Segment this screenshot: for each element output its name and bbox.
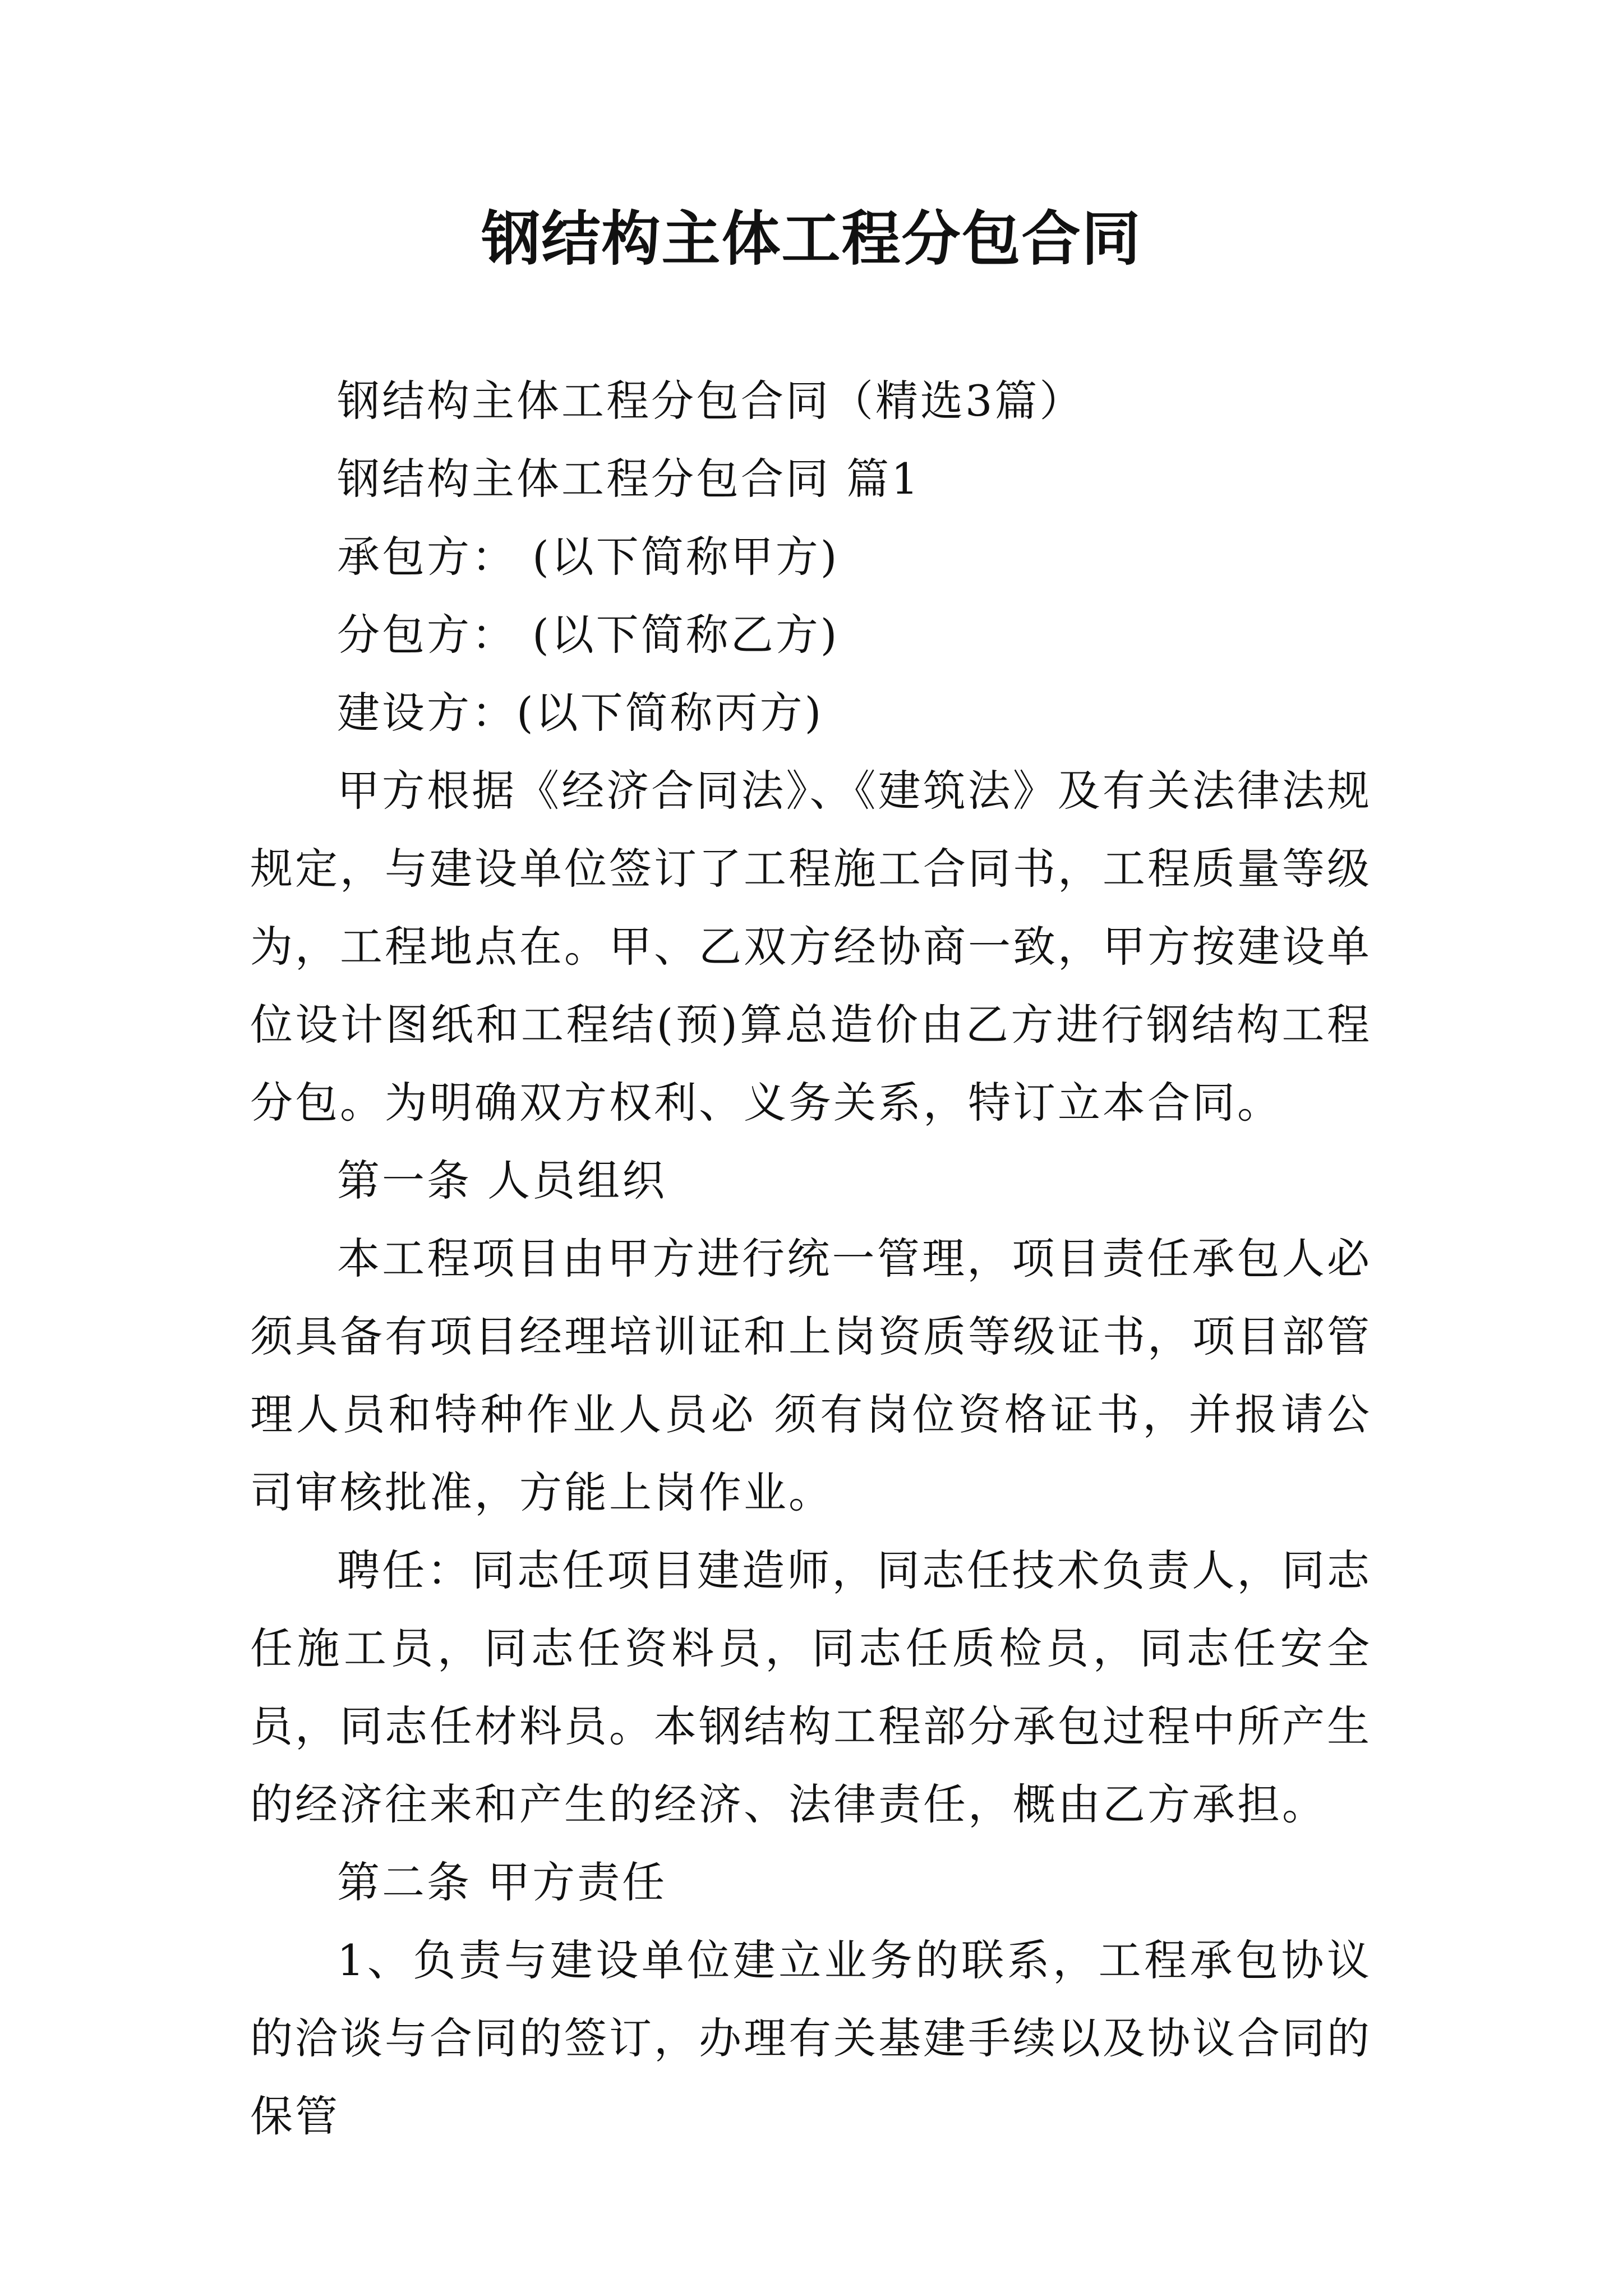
- subtitle-line: 钢结构主体工程分包合同（精选3篇）: [337, 376, 1085, 426]
- article-1-heading: 第一条 人员组织: [337, 1156, 667, 1205]
- article-2-item-1: 1、负责与建设单位建立业务的联系，工程承包协议的洽谈与合同的签订，办理有关基建手续以及协议合同的保管: [250, 1935, 1372, 2141]
- document-body: [250, 362, 1372, 2155]
- section-heading: 钢结构主体工程分包合同 篇1: [337, 454, 921, 504]
- party-owner: 建设方：(以下简称丙方): [337, 688, 824, 738]
- article-2-heading: 第二条 甲方责任: [337, 1857, 667, 1907]
- article-1-paragraph: 本工程项目由甲方进行统一管理，项目责任承包人必须具备有项目经理培训证和上岗资质等级证书，项目部管理人员和特种作业人员必 须有岗位资格证书，并报请公司审核批准，方能上岗作业。: [250, 1234, 1372, 1517]
- preamble-paragraph: 甲方根据《经济合同法》、《建筑法》及有关法律法规规定，与建设单位签订了工程施工合同书，工程质量等级为，工程地点在。甲、乙双方经协商一致，甲方按建设单位设计图纸和工程结(预)算总造价由乙方进行钢结构工程分包。为明确双方权利、义务关系，特订立本合同。: [250, 766, 1372, 1128]
- party-contractor: 承包方： (以下简称甲方): [337, 532, 840, 582]
- party-subcontractor: 分包方： (以下简称乙方): [337, 610, 840, 660]
- appointment-paragraph: 聘任：同志任项目建造师，同志任技术负责人，同志任施工员，同志任资料员，同志任质检员，同志任安全员，同志任材料员。本钢结构工程部分承包过程中所产生的经济往来和产生的经济、法律责任，概由乙方承担。: [250, 1545, 1372, 1829]
- document-title: 钢结构主体工程分包合同: [481, 204, 1142, 273]
